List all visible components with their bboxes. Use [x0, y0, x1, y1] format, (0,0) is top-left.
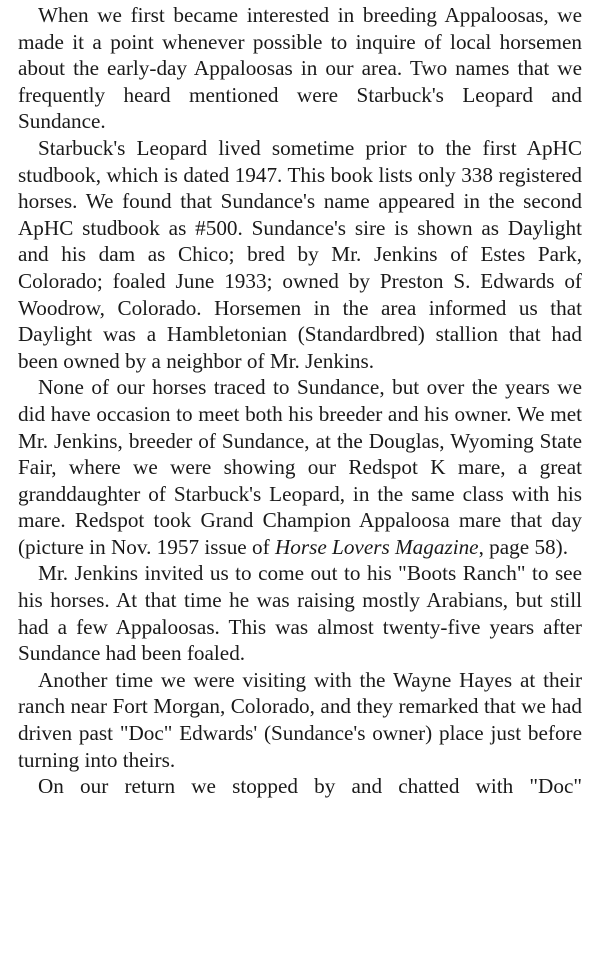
- paragraph-boots-ranch: [18, 560, 582, 666]
- paragraph-hayes-visit: [18, 667, 582, 773]
- text-run: Starbuck's Leopard lived sometime prior to the first ApHC studbook, which is dated 1947. This book lists only 338 registered horses. We found that Sundance's name appeared in the second ApHC studbook as #500. Sundance's sire is shown as Daylight and his dam as Chico; bred by Mr. Jenkins of Estes Park, Colorado; foaled June 1933; owned by Preston S. Edwards of Woodrow, Colorado. Horsemen in the area informed us that Daylight was a Hambletonian (Standardbred) stallion that had been owned by a neighbor of Mr. Jenkins.: [18, 135, 582, 373]
- paragraph-breeding-intro: [18, 2, 582, 135]
- paragraph-return-visit: [18, 773, 582, 800]
- text-run: When we first became interested in breeding Appaloosas, we made it a point whenever possible to inquire of local horsemen about the early-day Appaloosas in our area. Two names that we frequently heard mentioned were Starbuck's Leopard and Sundance.: [18, 3, 582, 134]
- text-run: Mr. Jenkins invited us to come out to his "Boots Ranch" to see his horses. At that time he was raising mostly Arabians, but still had a few Appaloosas. This was almost twenty-five years after Sundance had been foaled.: [18, 561, 582, 666]
- document-page: [18, 2, 582, 800]
- magazine-title: Horse Lovers Magazine: [274, 534, 479, 559]
- text-run: , page 58).: [478, 534, 569, 559]
- text-run: None of our horses traced to Sundance, but over the years we did have occasion to meet both his breeder and his owner. We met Mr. Jenkins, breeder of Sundance, at the Douglas, Wyoming State Fair, where we were showing our Redspot K mare, a great granddaughter of Starbuck's Leopard, in the same class with his mare. Redspot took Grand Champion Appaloosa mare that day (picture in Nov. 1957 issue of: [18, 375, 582, 559]
- text-run: On our return we stopped by and chatted with "Doc": [38, 774, 582, 799]
- text-run: Another time we were visiting with the Wayne Hayes at their ranch near Fort Morgan, Colorado, and they remarked that we had driven past "Doc" Edwards' (Sundance's owner) place just before turning into theirs.: [18, 667, 582, 772]
- paragraph-meeting-breeder: [18, 374, 582, 560]
- paragraph-starbucks-leopard: [18, 135, 582, 374]
